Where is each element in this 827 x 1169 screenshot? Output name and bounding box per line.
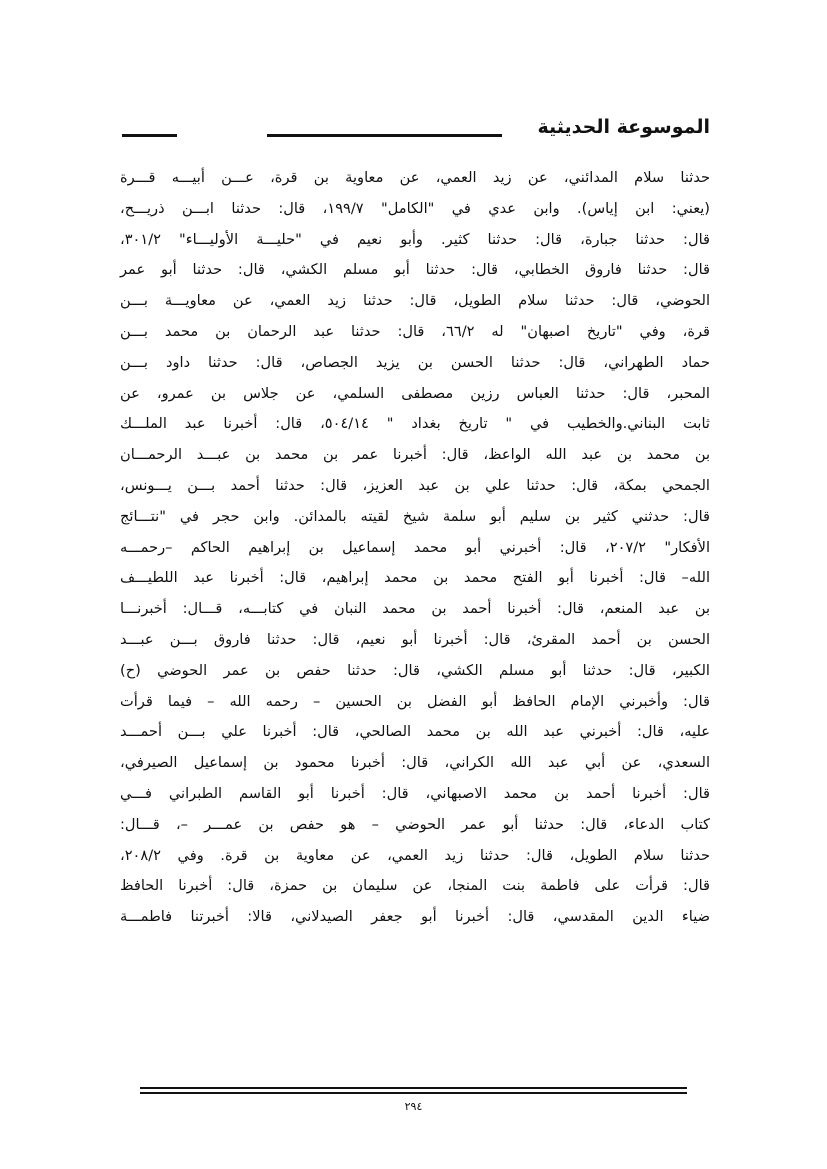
text-line: عليه، قال: أخبرني عبد الله بن محمد الصالحي، قال: أخبرنا علي بـــن أحمـــد (120, 723, 710, 741)
page-number: ٢٩٤ (404, 1100, 423, 1113)
text-line: الحوضي، قال: حدثنا سلام الطويل، قال: حدثنا زيد العمي، عن معاويـــة بـــن (120, 292, 710, 310)
text-line: السعدي، عن أبي عبد الله الكراني، قال: أخبرنا محمود بن إسماعيل الصيرفي، (120, 754, 710, 772)
body-text (120, 163, 710, 933)
text-line: قرة، وفي "تاريخ اصبهان" له ٦٦/٢، قال: حدثنا عبد الرحمان بن محمد بـــن (120, 322, 711, 340)
header-rule-long (267, 134, 502, 137)
running-header (122, 113, 710, 143)
header-title: الموسوعة الحديثية (537, 116, 710, 138)
text-line: حماد الطهراني، قال: حدثنا الحسن بن يزيد الجصاص، قال: حدثنا داود بـــن (120, 353, 710, 371)
text-line: قال: وأخبرني الإمام الحافظ أبو الفضل بن الحسين – رحمه الله – فيما قرأت (120, 692, 710, 710)
text-line: الحسن بن أحمد المقرئ، قال: أخبرنا أبو نعيم، قال: حدثنا فاروق بـــن عبـــد (120, 630, 710, 648)
footer-rule-top (140, 1087, 687, 1089)
text-line: الله– قال: أخبرنا أبو الفتح محمد بن محمد إبراهيم، قال: أخبرنا عبد اللطيـــف (120, 569, 710, 587)
text-line: بن عبد المنعم، قال: أخبرنا أحمد بن محمد النبان في كتابـــه، قـــال: أخبرنـــا (120, 600, 710, 618)
text-line: حدثنا سلام المدائني، عن زيد العمي، عن معاوية بن قرة، عـــن أبيـــه قـــرة (120, 169, 710, 186)
text-line: ضياء الدين المقدسي، قال: أخبرنا أبو جعفر الصيدلاني، قالا: أخبرتنا فاطمـــة (120, 908, 710, 926)
text-line: قال: حدثنا فاروق الخطابي، قال: حدثنا أبو مسلم الكشي، قال: حدثنا أبو عمر (120, 261, 710, 279)
text-line: قال: قرأت على فاطمة بنت المنجا، عن سليمان بن حمزة، قال: أخبرنا الحافظ (120, 877, 710, 895)
header-rule-short (122, 134, 177, 137)
text-line: الأفكار" ٢٠٧/٢، قال: أخبرني أبو محمد إسماعيل بن إبراهيم الحاكم –رحمـــه (120, 538, 711, 556)
text-line: ثابت البناني.والخطيب في " تاريخ بغداد " ٥٠٤/١٤، قال: أخبرنا عبد الملـــك (120, 415, 710, 433)
footer-rule-bottom (140, 1092, 687, 1094)
text-line: حدثنا سلام الطويل، قال: حدثنا زيد العمي، عن معاوية بن قرة. وفي ٢٠٨/٢، (120, 846, 710, 864)
text-line: كتاب الدعاء، قال: حدثنا أبو عمر الحوضي – هو حفص بن عمـــر –، قـــال: (120, 815, 710, 833)
text-line: المحبر، قال: حدثنا العباس رزين مصطفى السلمي، عن جلاس بن عمرو، عن (120, 384, 710, 402)
text-line: (يعني: ابن إياس). وابن عدي في "الكامل" ١٩٩/٧، قال: حدثنا ابـــن ذريـــح، (120, 199, 711, 217)
text-line: قال: أخبرنا أحمد بن محمد الاصبهاني، قال: أخبرنا أبو القاسم الطبراني فـــي (120, 784, 710, 802)
text-line: الكبير، قال: حدثنا أبو مسلم الكشي، قال: حدثنا حفص بن عمر الحوضي (ح) (120, 661, 710, 679)
text-line: بن محمد بن عبد الله الواعظ، قال: أخبرنا عمر بن محمد بن عبـــد الرحمـــان (120, 446, 710, 464)
text-line: الجمحي بمكة، قال: حدثنا علي بن عبد العزيز، قال: حدثنا أحمد بـــن يـــونس، (120, 476, 710, 494)
text-line: قال: حدثني كثير بن سليم أبو سلمة شيخ لقيته بالمدائن. وابن حجر في "نتـــائج (120, 507, 710, 525)
text-line: قال: حدثنا جبارة، قال: حدثنا كثير. وأبو نعيم في "حليـــة الأوليـــاء" ٣٠١/٢، (120, 230, 710, 248)
